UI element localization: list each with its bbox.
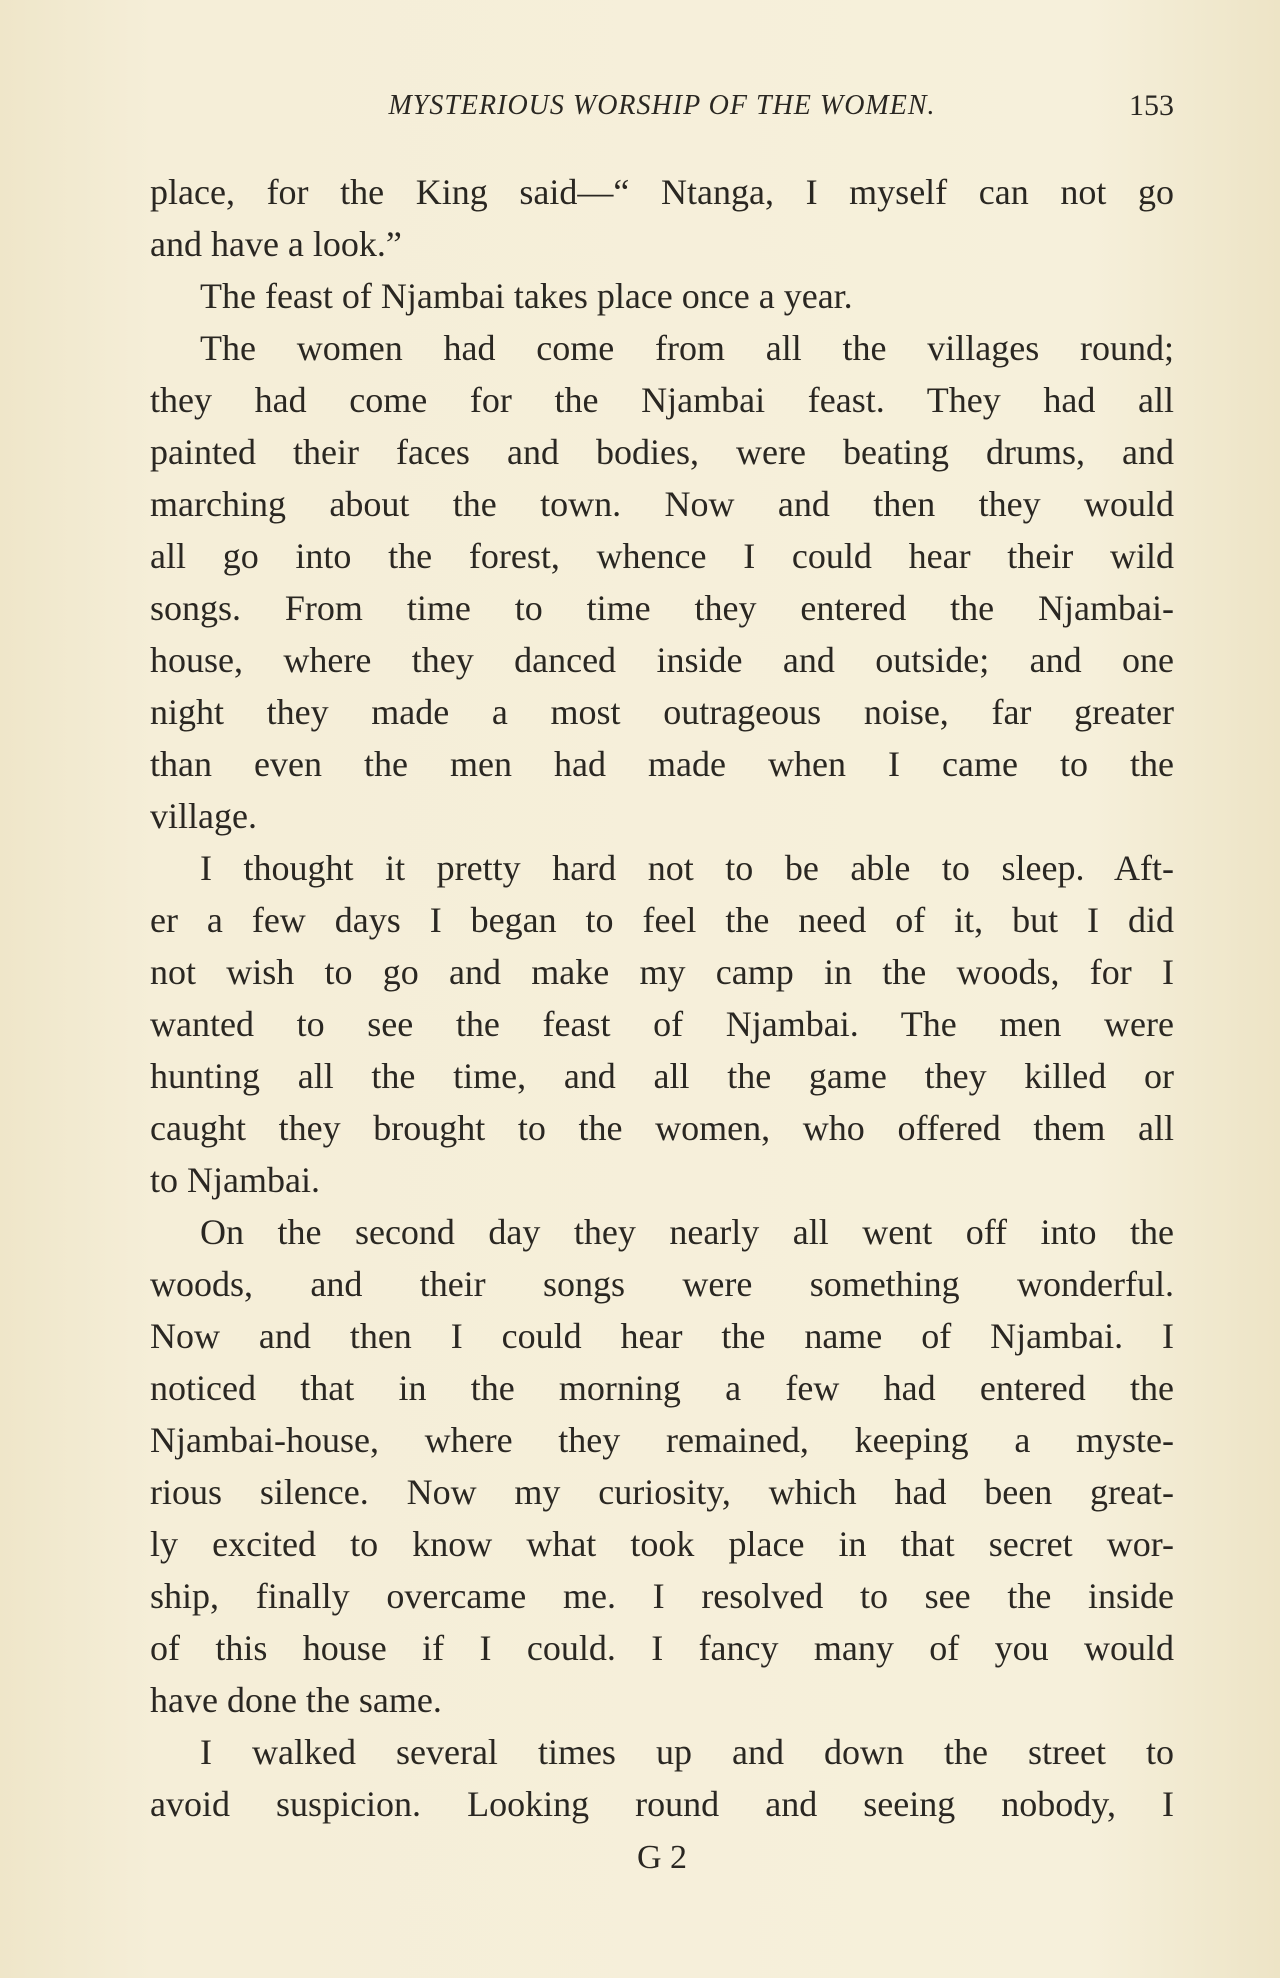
text-line: all go into the forest, whence I could hear their wild <box>150 536 1174 576</box>
text-line: Now and then I could hear the name of Njambai. I <box>150 1316 1174 1356</box>
text-line: The women had come from all the villages round; <box>200 328 1174 368</box>
text-line: er a few days I began to feel the need of it, but I did <box>150 900 1174 940</box>
page-number: 153 <box>1129 89 1174 122</box>
text-line: they had come for the Njambai feast. They had all <box>150 380 1174 420</box>
text-line: place, for the King said—“ Ntanga, I myself can not go <box>150 172 1174 212</box>
text-line: I walked several times up and down the street to <box>200 1732 1174 1772</box>
text-line: ship, finally overcame me. I resolved to see the inside <box>150 1576 1174 1616</box>
text-line: of this house if I could. I fancy many of you would <box>150 1628 1174 1668</box>
text-line: rious silence. Now my curiosity, which had been great- <box>150 1472 1174 1512</box>
text-line: noticed that in the morning a few had entered the <box>150 1368 1174 1408</box>
text-line: painted their faces and bodies, were beating drums, and <box>150 432 1174 472</box>
signature-mark: G 2 <box>636 1839 688 1876</box>
text-line: house, where they danced inside and outside; and one <box>150 640 1174 680</box>
text-line: village. <box>150 796 257 836</box>
text-line: wanted to see the feast of Njambai. The men were <box>150 1004 1174 1044</box>
text-line: to Njambai. <box>150 1160 320 1200</box>
text-line: woods, and their songs were something wonderful. <box>150 1264 1174 1304</box>
text-line: night they made a most outrageous noise, far greater <box>150 692 1174 732</box>
text-line: On the second day they nearly all went off into the <box>200 1212 1174 1252</box>
body-text <box>150 166 1174 1830</box>
text-line: and have a look.” <box>150 224 402 264</box>
text-line: caught they brought to the women, who offered them all <box>150 1108 1174 1148</box>
text-line: ly excited to know what took place in that secret wor- <box>150 1524 1174 1564</box>
text-line: Njambai-house, where they remained, keeping a myste- <box>150 1420 1174 1460</box>
text-line: avoid suspicion. Looking round and seeing nobody, I <box>150 1784 1174 1824</box>
text-line: marching about the town. Now and then they would <box>150 484 1174 524</box>
running-head <box>150 84 1174 128</box>
running-title: MYSTERIOUS WORSHIP OF THE WOMEN. <box>388 90 936 121</box>
text-line: than even the men had made when I came to the <box>150 744 1174 784</box>
text-line: have done the same. <box>150 1680 442 1720</box>
text-line: songs. From time to time they entered the Njambai- <box>150 588 1174 628</box>
text-line: hunting all the time, and all the game they killed or <box>150 1056 1174 1096</box>
text-line: I thought it pretty hard not to be able to sleep. Aft- <box>200 848 1174 888</box>
text-line: not wish to go and make my camp in the woods, for I <box>150 952 1174 992</box>
text-line: The feast of Njambai takes place once a year. <box>200 276 853 316</box>
